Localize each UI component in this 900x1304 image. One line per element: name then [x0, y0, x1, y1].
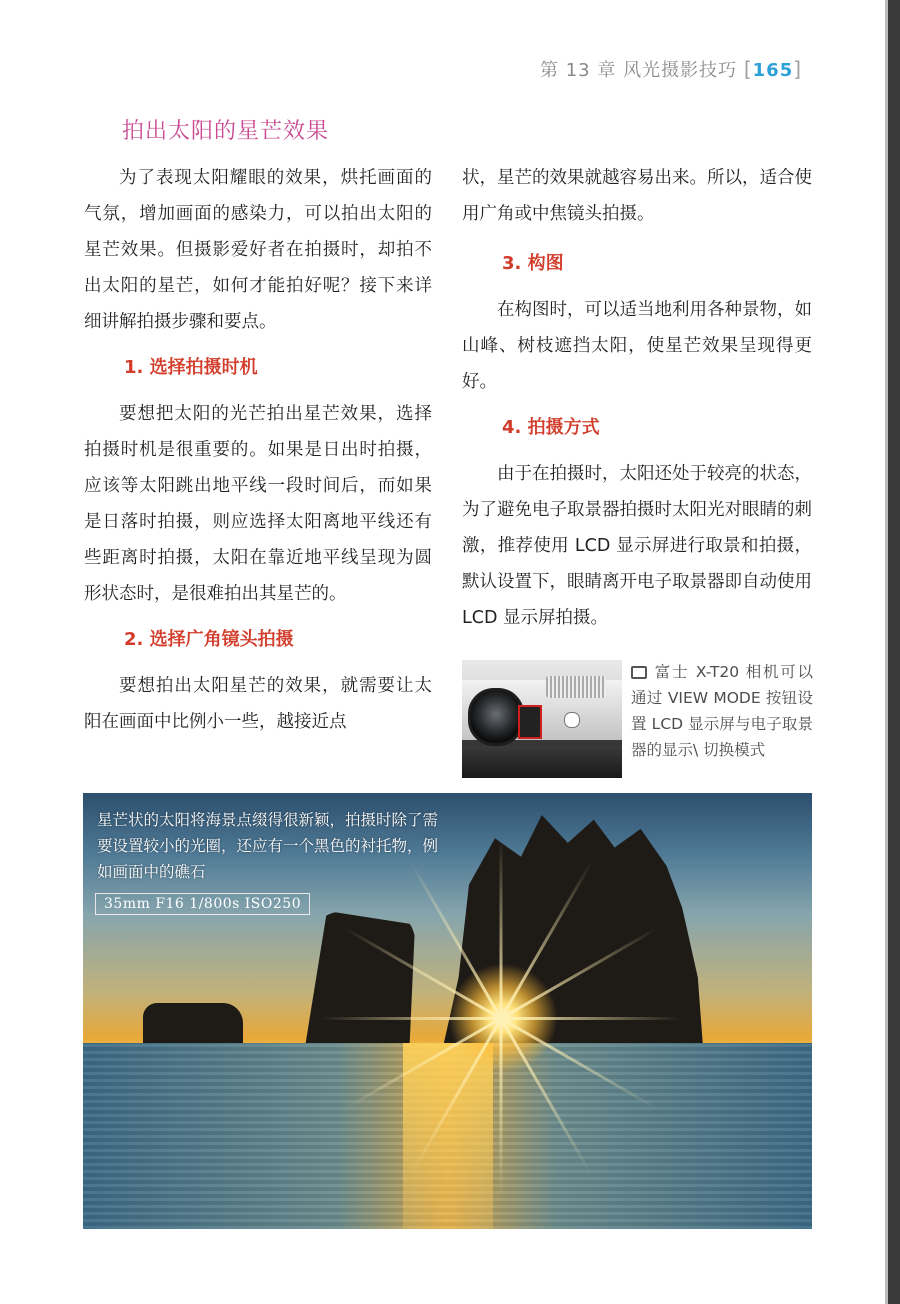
photo-caption: 星芒状的太阳将海景点缀得很新颖，拍摄时除了需要设置较小的光圈，还应有一个黑色的衬托物，例如画面中的礁石 — [97, 811, 439, 881]
running-header — [540, 56, 830, 82]
paragraph-shooting-time: 要想把太阳的光芒拍出星芒效果，选择拍摄时机是很重要的。如果是日出时拍摄，应该等太阳跳出地平线一段时间后，而如果是日落时拍摄，则应选择太阳离地平线还有些距离时拍摄，太阳在靠近地平线呈现为圆形状态时，是很难拍出其星芒的。 — [84, 404, 432, 604]
comment-icon — [631, 666, 647, 679]
camera-image — [462, 660, 622, 778]
chapter-number: 第 13 章 — [540, 60, 617, 81]
view-mode-button-highlight — [518, 705, 542, 739]
heading-shooting-time: 1. 选择拍摄时机 — [124, 357, 258, 378]
paragraph-shooting-mode: 由于在拍摄时，太阳还处于较亮的状态，为了避免电子取景器拍摄时太阳光对眼睛的刺激，推荐使用 LCD 显示屏进行取景和拍摄，默认设置下，眼睛离开电子取景器即自动使用 LCD 显示屏拍摄。 — [462, 464, 812, 628]
chapter-title: 风光摄影技巧 — [623, 60, 738, 81]
heading-shooting-mode: 4. 拍摄方式 — [502, 417, 600, 438]
left-column — [84, 160, 432, 740]
intro-paragraph: 为了表现太阳耀眼的效果，烘托画面的气氛，增加画面的感染力，可以拍出太阳的星芒效果。但摄影爱好者在拍摄时，却拍不出太阳的星芒，如何才能拍好呢？接下来详细讲解拍摄步骤和要点。 — [84, 168, 432, 332]
exif-box: 35mm F16 1/800s ISO250 — [95, 893, 310, 915]
heading-composition: 3. 构图 — [502, 253, 564, 274]
page-number: 165 — [752, 60, 794, 81]
camera-caption — [631, 659, 813, 763]
sunstar-photo — [83, 793, 812, 1229]
paragraph-wide-angle-cont: 状，星芒的效果就越容易出来。所以，适合使用广角或中焦镜头拍摄。 — [462, 168, 812, 224]
camera-caption-text: 富士 X-T20 相机可以通过 VIEW MODE 按钮设置 LCD 显示屏与电子取景器的显示\ 切换模式 — [631, 663, 813, 759]
small-rock — [143, 1003, 243, 1045]
right-column — [462, 160, 812, 636]
page-edge — [888, 0, 900, 1304]
heading-wide-angle: 2. 选择广角镜头拍摄 — [124, 629, 294, 650]
lcd-screen — [462, 746, 622, 778]
sea-stack-left — [305, 911, 415, 1047]
viewfinder-eyepiece — [468, 688, 524, 746]
paragraph-composition: 在构图时，可以适当地利用各种景物，如山峰、树枝遮挡太阳，使星芒效果呈现得更好。 — [462, 300, 812, 392]
section-title: 拍出太阳的星芒效果 — [122, 119, 330, 144]
bracket-open: [ — [743, 57, 753, 81]
paragraph-wide-angle: 要想拍出太阳星芒的效果，就需要让太阳在画面中比例小一些，越接近点 — [84, 676, 432, 732]
bracket-close: ] — [793, 57, 803, 81]
